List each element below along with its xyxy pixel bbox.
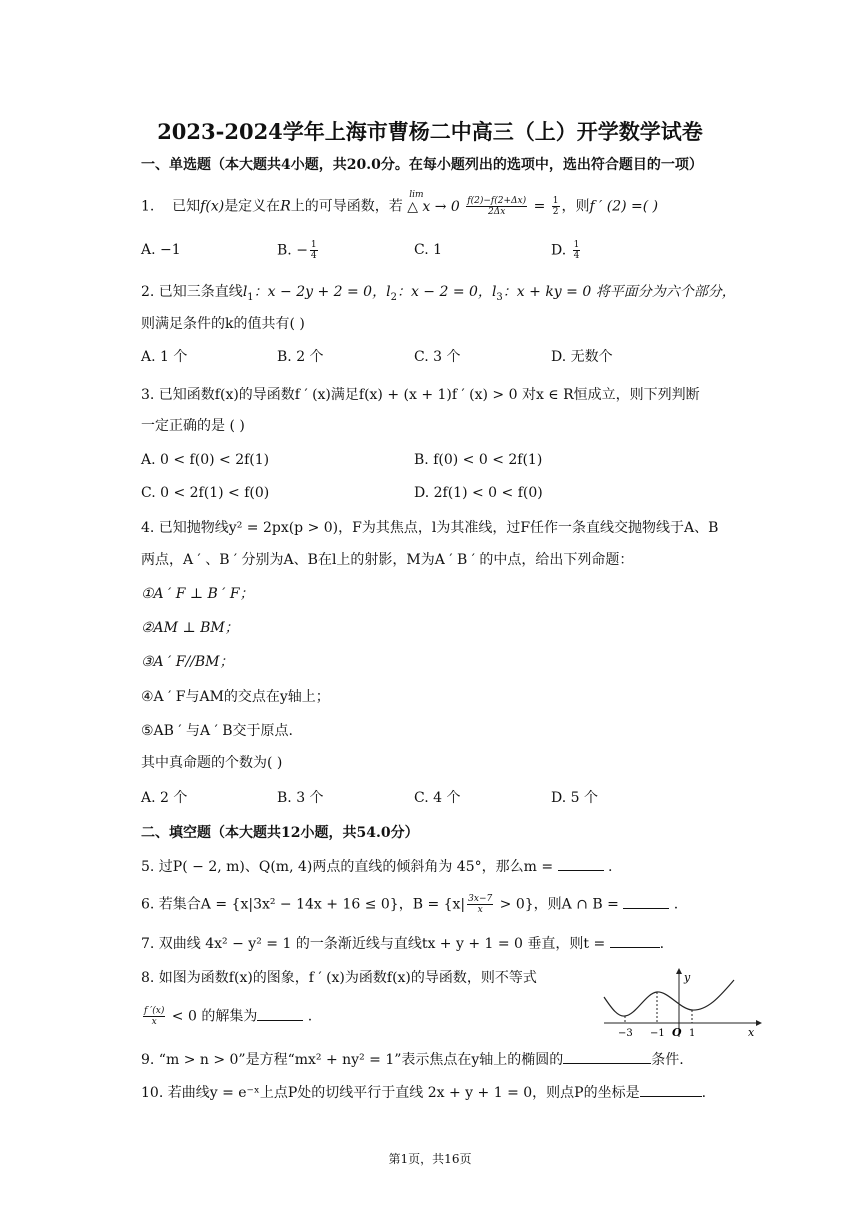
tick-label-minus-1: −1 xyxy=(650,1028,665,1039)
question-3-line-2: 一定正确的是 ( ) xyxy=(141,418,245,434)
q1-option-c: C. 1 xyxy=(414,242,443,258)
x-axis-label: x xyxy=(748,1026,755,1039)
section-fill-in-heading: 二、填空题（本大题共12小题，共54.0分） xyxy=(141,825,419,841)
q4-option-c: C. 4 个 xyxy=(414,790,461,806)
fraction-one-half: $\frac{1}{2}$ xyxy=(552,196,559,217)
limit-expression: lim △ x → 0 xyxy=(407,189,460,215)
question-4-line-1: 4. 已知抛物线y² = 2px(p > 0)，F为其焦点，l为其准线，过F任作一条直线交抛物线于A、B xyxy=(141,520,719,536)
y-axis-arrow-icon xyxy=(676,968,682,974)
q4-option-d: D. 5 个 xyxy=(551,790,598,806)
q4-option-b: B. 3 个 xyxy=(277,790,324,806)
answer-blank xyxy=(558,857,604,871)
q3-option-d: D. 2f(1) < 0 < f(0) xyxy=(414,485,543,501)
question-6: 6. 若集合A = {x|3x² − 14x + 16 ≤ 0}，B = {x| $\frac{3x-7}{x}$ > 0}，则A ∩ B = . xyxy=(141,894,679,915)
q2-option-d: D. 无数个 xyxy=(551,349,613,365)
question-2-line-1: 2. 已知三条直线$l_1$：x − 2y + 2 = 0，$l_2$：x − 2 = 0，$l_3$：x + ky = 0 将平面分为六个部分， xyxy=(141,284,736,303)
q4-option-a: A. 2 个 xyxy=(141,790,188,806)
q4-proposition-4: ④A ′ F与AM的交点在y轴上； xyxy=(141,689,330,705)
q4-proposition-5: ⑤AB ′ 与A ′ B交于原点. xyxy=(141,723,293,739)
q4-proposition-1: ①A ′ F ⊥ B ′ F； xyxy=(141,586,254,602)
q3-option-c: C. 0 < 2f(1) < f(0) xyxy=(141,485,270,501)
question-2-line-2: 则满足条件的k的值共有( ) xyxy=(141,316,305,332)
fraction-difference-quotient: $\frac{f(2)-f(2+\Delta x)}{2\Delta x}$ xyxy=(467,196,527,217)
question-5: 5. 过P( − 2, m)、Q(m, 4)两点的直线的倾斜角为 45°，那么m = . xyxy=(141,859,613,875)
answer-blank xyxy=(640,1083,702,1097)
question-9: 9. “m > n > 0”是方程“mx² + ny² = 1”表示焦点在y轴上的椭圆的 条件. xyxy=(141,1052,684,1068)
y-axis-label: y xyxy=(684,971,691,984)
answer-blank xyxy=(623,895,669,909)
function-graph-figure xyxy=(596,965,766,1040)
q1-option-b: B. − $\frac{1}{4}$ xyxy=(277,240,317,261)
question-8-line-2: $\frac{f '(x)}{x}$ < 0 的解集为 . xyxy=(144,1006,313,1027)
question-10: 10. 若曲线y = e⁻ˣ上点P处的切线平行于直线 2x + y + 1 = 0，则点P的坐标是 . xyxy=(141,1085,707,1101)
q3-option-a: A. 0 < f(0) < 2f(1) xyxy=(141,452,270,468)
answer-blank xyxy=(563,1050,651,1064)
answer-blank xyxy=(257,1007,303,1021)
page-footer: 第1页，共16页 xyxy=(388,1152,472,1166)
q4-proposition-2: ②AM ⊥ BM； xyxy=(141,620,239,636)
question-4-line-2: 两点，A ′ 、B ′ 分别为A、B在l上的射影，M为A ′ B ′ 的中点，给出下列命题： xyxy=(141,552,634,568)
q4-proposition-3: ③A ′ F//BM； xyxy=(141,654,234,670)
tick-label-1: 1 xyxy=(689,1028,696,1039)
function-curve xyxy=(604,980,734,1016)
q1-option-a: A. −1 xyxy=(141,242,181,258)
question-1: 1. 已知f(x)是定义在R上的可导函数，若 lim △ x → 0 $\frac{f(2)-f(2+\Delta x)}{2\Delta x}$ = $\frac{1}{2}$ ，则f ′ (2) =( ) xyxy=(141,189,659,217)
question-3-line-1: 3. 已知函数f(x)的导函数f ′ (x)满足f(x) + (x + 1)f ′ (x) > 0 对x ∈ R恒成立，则下列判断 xyxy=(141,387,700,403)
q4-ask: 其中真命题的个数为( ) xyxy=(141,755,283,771)
answer-blank xyxy=(610,934,660,948)
question-8-line-1: 8. 如图为函数f(x)的图象，f ′ (x)为函数f(x)的导函数，则不等式 xyxy=(141,970,537,986)
x-axis-arrow-icon xyxy=(756,1020,762,1026)
q2-option-c: C. 3 个 xyxy=(414,349,461,365)
q2-option-b: B. 2 个 xyxy=(277,349,324,365)
section-single-choice-heading: 一、单选题（本大题共4小题，共20.0分。在每小题列出的选项中，选出符合题目的一项） xyxy=(141,157,703,173)
page-title: 2023-2024学年上海市曹杨二中高三（上）开学数学试卷 xyxy=(157,119,703,144)
q2-option-a: A. 1 个 xyxy=(141,349,188,365)
tick-label-minus-3: −3 xyxy=(618,1028,633,1039)
q1-option-d: D. $\frac{1}{4}$ xyxy=(551,240,580,261)
question-7: 7. 双曲线 4x² − y² = 1 的一条渐近线与直线tx + y + 1 = 0 垂直，则t = . xyxy=(141,936,665,952)
origin-label: O xyxy=(672,1026,682,1039)
q3-option-b: B. f(0) < 0 < 2f(1) xyxy=(414,452,543,468)
